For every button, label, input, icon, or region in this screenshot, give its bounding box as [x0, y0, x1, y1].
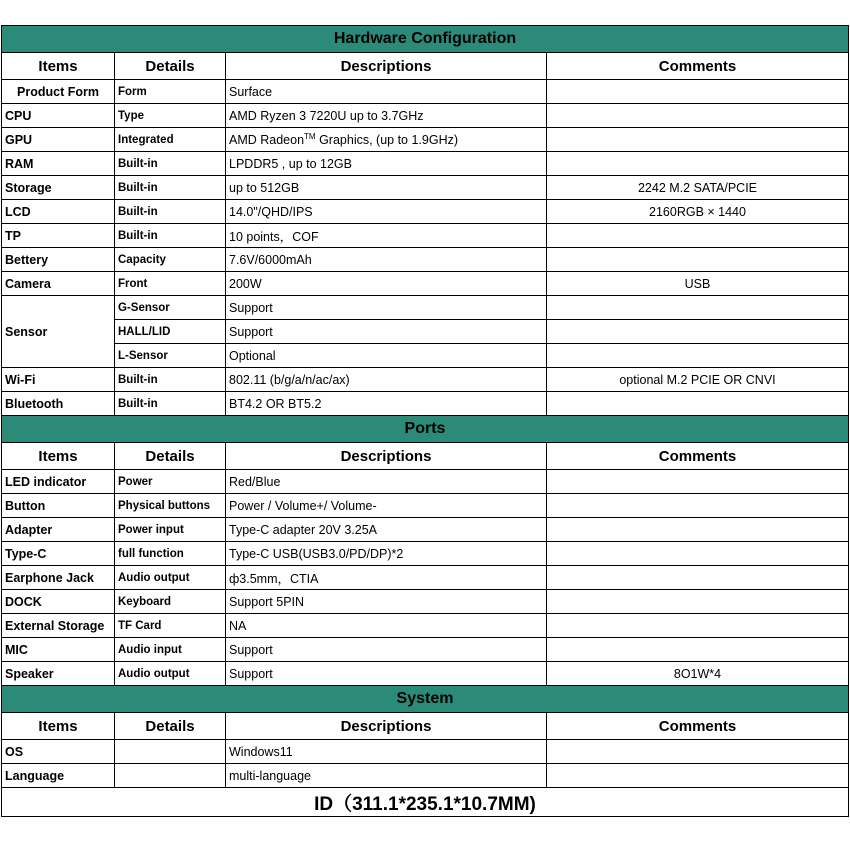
comment-cell	[547, 638, 849, 662]
description-text: Graphics, (up to 1.9GHz)	[315, 132, 459, 147]
detail-cell: Integrated	[115, 128, 226, 152]
header-comments: Comments	[547, 53, 849, 80]
detail-cell: Physical buttons	[115, 494, 226, 518]
detail-cell	[115, 764, 226, 788]
item-cell: TP	[2, 224, 115, 248]
spec-table	[1, 25, 849, 817]
detail-cell: Form	[115, 80, 226, 104]
table-row	[2, 128, 849, 152]
comment-cell	[547, 614, 849, 638]
item-cell: DOCK	[2, 590, 115, 614]
header-items: Items	[2, 443, 115, 470]
comment-cell: USB	[547, 272, 849, 296]
item-cell: CPU	[2, 104, 115, 128]
description-cell: LPDDR5 , up to 12GB	[226, 152, 547, 176]
comment-cell: 8O1W*4	[547, 662, 849, 686]
comment-cell	[547, 764, 849, 788]
table-row	[2, 662, 849, 686]
table-row	[2, 104, 849, 128]
section-ports	[2, 416, 849, 443]
item-cell: Language	[2, 764, 115, 788]
comment-cell	[547, 104, 849, 128]
header-descriptions: Descriptions	[226, 713, 547, 740]
table-row	[2, 566, 849, 590]
detail-cell: Audio output	[115, 662, 226, 686]
item-cell: LCD	[2, 200, 115, 224]
comment-cell	[547, 128, 849, 152]
comment-cell: 2160RGB × 1440	[547, 200, 849, 224]
table-row	[2, 542, 849, 566]
detail-cell: Audio output	[115, 566, 226, 590]
header-descriptions: Descriptions	[226, 443, 547, 470]
description-cell: BT4.2 OR BT5.2	[226, 392, 547, 416]
description-cell: ф3.5mm，CTIA	[226, 566, 547, 590]
detail-cell: Type	[115, 104, 226, 128]
header-comments: Comments	[547, 443, 849, 470]
table-row	[2, 494, 849, 518]
item-cell: Product Form	[2, 80, 115, 104]
detail-cell: G-Sensor	[115, 296, 226, 320]
header-details: Details	[115, 53, 226, 80]
description-cell: Optional	[226, 344, 547, 368]
detail-cell	[115, 740, 226, 764]
comment-cell	[547, 320, 849, 344]
header-items: Items	[2, 53, 115, 80]
description-cell: Power / Volume+/ Volume-	[226, 494, 547, 518]
dimensions-footer: ID（311.1*235.1*10.7MM)	[2, 788, 849, 817]
table-row	[2, 614, 849, 638]
header-comments: Comments	[547, 713, 849, 740]
item-cell: Speaker	[2, 662, 115, 686]
item-cell: Sensor	[2, 296, 115, 368]
detail-cell: Power	[115, 470, 226, 494]
section-title-system: System	[2, 686, 849, 713]
table-row	[2, 80, 849, 104]
item-cell: Adapter	[2, 518, 115, 542]
description-cell: 802.11 (b/g/a/n/ac/ax)	[226, 368, 547, 392]
section-hardware	[2, 26, 849, 53]
description-cell: NA	[226, 614, 547, 638]
comment-cell	[547, 494, 849, 518]
description-cell: Type-C adapter 20V 3.25A	[226, 518, 547, 542]
table-row	[2, 272, 849, 296]
detail-cell: full function	[115, 542, 226, 566]
comment-cell	[547, 518, 849, 542]
table-row	[2, 740, 849, 764]
detail-cell: Built-in	[115, 368, 226, 392]
description-cell: multi-language	[226, 764, 547, 788]
item-cell: Wi-Fi	[2, 368, 115, 392]
table-row	[2, 392, 849, 416]
table-row	[2, 470, 849, 494]
item-cell: Type-C	[2, 542, 115, 566]
comment-cell: optional M.2 PCIE OR CNVI	[547, 368, 849, 392]
item-cell: OS	[2, 740, 115, 764]
detail-cell: Built-in	[115, 392, 226, 416]
detail-cell: HALL/LID	[115, 320, 226, 344]
item-cell: Bluetooth	[2, 392, 115, 416]
table-row	[2, 764, 849, 788]
description-cell: Support	[226, 296, 547, 320]
comment-cell	[547, 152, 849, 176]
section-system	[2, 686, 849, 713]
table-row	[2, 590, 849, 614]
detail-cell: Keyboard	[115, 590, 226, 614]
detail-cell: Capacity	[115, 248, 226, 272]
item-cell: Bettery	[2, 248, 115, 272]
description-cell: Windows11	[226, 740, 547, 764]
detail-cell: Power input	[115, 518, 226, 542]
table-row	[2, 200, 849, 224]
description-cell: Support	[226, 320, 547, 344]
description-cell: Type-C USB(USB3.0/PD/DP)*2	[226, 542, 547, 566]
section-title-ports: Ports	[2, 416, 849, 443]
table-row	[2, 296, 849, 320]
footer-row	[2, 788, 849, 817]
comment-cell	[547, 248, 849, 272]
table-row	[2, 152, 849, 176]
comment-cell	[547, 566, 849, 590]
description-cell: Red/Blue	[226, 470, 547, 494]
item-cell: Button	[2, 494, 115, 518]
detail-cell: Built-in	[115, 152, 226, 176]
detail-cell: L-Sensor	[115, 344, 226, 368]
comment-cell	[547, 224, 849, 248]
comment-cell	[547, 740, 849, 764]
header-details: Details	[115, 443, 226, 470]
table-row	[2, 344, 849, 368]
table-row	[2, 176, 849, 200]
table-row	[2, 320, 849, 344]
table-row	[2, 638, 849, 662]
description-cell: Support	[226, 638, 547, 662]
comment-cell: 2242 M.2 SATA/PCIE	[547, 176, 849, 200]
table-row	[2, 368, 849, 392]
description-cell	[226, 128, 547, 152]
description-cell: Surface	[226, 80, 547, 104]
item-cell: RAM	[2, 152, 115, 176]
description-cell: 14.0"/QHD/IPS	[226, 200, 547, 224]
detail-cell: Built-in	[115, 176, 226, 200]
detail-cell: TF Card	[115, 614, 226, 638]
section-title-hardware: Hardware Configuration	[2, 26, 849, 53]
detail-cell: Front	[115, 272, 226, 296]
item-cell: Earphone Jack	[2, 566, 115, 590]
header-descriptions: Descriptions	[226, 53, 547, 80]
table-row	[2, 224, 849, 248]
item-cell: GPU	[2, 128, 115, 152]
header-details: Details	[115, 713, 226, 740]
header-row-hardware	[2, 53, 849, 80]
item-cell: MIC	[2, 638, 115, 662]
item-cell: Camera	[2, 272, 115, 296]
description-cell: Support	[226, 662, 547, 686]
description-cell: 200W	[226, 272, 547, 296]
detail-cell: Built-in	[115, 200, 226, 224]
item-cell: External Storage	[2, 614, 115, 638]
description-cell: up to 512GB	[226, 176, 547, 200]
comment-cell	[547, 392, 849, 416]
header-items: Items	[2, 713, 115, 740]
comment-cell	[547, 80, 849, 104]
comment-cell	[547, 542, 849, 566]
trademark-superscript: TM	[304, 131, 316, 141]
table-row	[2, 248, 849, 272]
comment-cell	[547, 296, 849, 320]
comment-cell	[547, 470, 849, 494]
description-text: AMD Radeon	[229, 132, 305, 147]
detail-cell: Audio input	[115, 638, 226, 662]
header-row-system	[2, 713, 849, 740]
comment-cell	[547, 590, 849, 614]
description-cell: 10 points，COF	[226, 224, 547, 248]
header-row-ports	[2, 443, 849, 470]
item-cell: Storage	[2, 176, 115, 200]
detail-cell: Built-in	[115, 224, 226, 248]
table-row	[2, 518, 849, 542]
comment-cell	[547, 344, 849, 368]
description-cell: AMD Ryzen 3 7220U up to 3.7GHz	[226, 104, 547, 128]
description-cell: Support 5PIN	[226, 590, 547, 614]
item-cell: LED indicator	[2, 470, 115, 494]
description-cell: 7.6V/6000mAh	[226, 248, 547, 272]
